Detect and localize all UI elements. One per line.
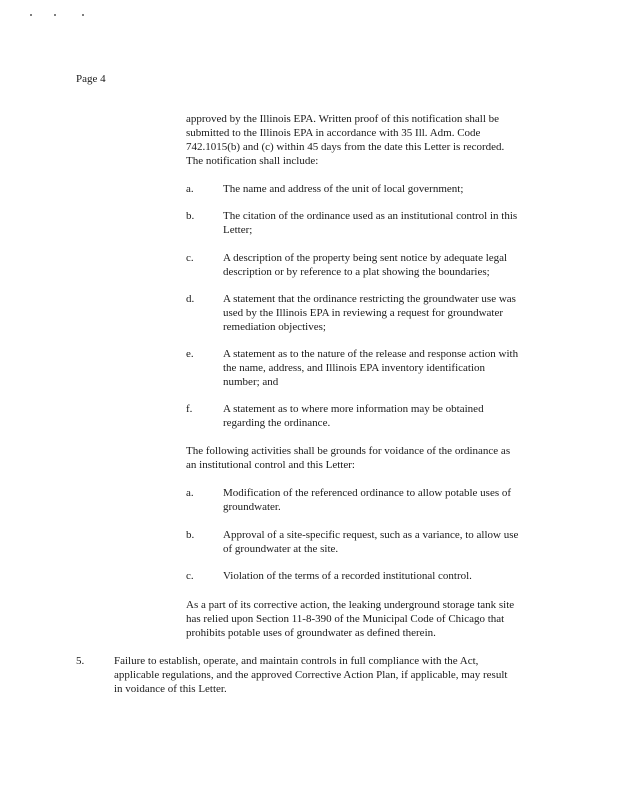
text-line: description or by reference to a plat showing the boundaries; [223,266,490,278]
text-line: the name, address, and Illinois EPA inventory identification [223,362,486,374]
intro-paragraph [186,112,556,168]
text-line: Failure to establish, operate, and maintain controls in full compliance with the Act, [114,655,479,667]
text-line: an institutional control and this Letter: [186,459,355,471]
list-item-letter: c. [186,570,194,582]
text-line: regarding the ordinance. [223,417,331,429]
list-item-text [223,528,556,556]
item-number: 5. [76,655,85,667]
text-line: applicable regulations, and the approved Corrective Action Plan, if applicable, may result [114,669,508,681]
text-line: Letter; [223,224,253,236]
text-line: 742.1015(b) and (c) within 45 days from the date this Letter is recorded. [186,141,505,153]
list-item-text [223,486,556,514]
text-line: groundwater. [223,501,281,513]
text-line: used by the Illinois EPA in reviewing a request for groundwater [223,307,504,319]
text-line: has relied upon Section 11-8-390 of the Municipal Code of Chicago that [186,613,505,625]
text-line: number; and [223,376,279,388]
numbered-item-text [114,654,556,696]
text-line: submitted to the Illinois EPA in accordance with 35 Ill. Adm. Code [186,127,481,139]
text-line: prohibits potable uses of groundwater as defined therein. [186,627,436,639]
list-item-text [223,402,556,430]
list-item-letter: a. [186,183,194,195]
list-item-text [223,292,556,334]
list-item-letter: c. [186,252,194,264]
list-item-text [223,251,556,279]
list-item-text [223,182,556,196]
text-line: A statement as to the nature of the release and response action with [223,348,519,360]
text-line: A statement that the ordinance restricting the groundwater use was [223,293,516,305]
voidance-paragraph [186,444,556,472]
corrective-action-paragraph [186,598,556,640]
text-line: The notification shall include: [186,155,319,167]
text-line: A statement as to where more information may be obtained [223,403,484,415]
text-line: Modification of the referenced ordinance to allow potable uses of [223,487,512,499]
list-item-letter: b. [186,529,195,541]
text-line: remediation objectives; [223,321,326,333]
list-item-text [223,209,556,237]
text-line: of groundwater at the site. [223,543,339,555]
text-line: approved by the Illinois EPA. Written proof of this notification shall be [186,113,500,125]
list-item-text [223,347,556,389]
text-line: The citation of the ordinance used as an institutional control in this [223,210,518,222]
list-item-letter: d. [186,293,195,305]
text-line: The following activities shall be grounds for voidance of the ordinance as [186,445,511,457]
list-item-letter: e. [186,348,194,360]
text-line: Violation of the terms of a recorded institutional control. [223,570,472,582]
scan-artifact-dots [30,14,90,20]
list-item-letter: a. [186,487,194,499]
text-line: in voidance of this Letter. [114,683,227,695]
list-item-letter: b. [186,210,195,222]
page-number: Page 4 [76,73,106,85]
list-item-letter: f. [186,403,193,415]
text-line: A description of the property being sent notice by adequate legal [223,252,508,264]
text-line: The name and address of the unit of local government; [223,183,464,195]
text-line: Approval of a site-specific request, such as a variance, to allow use [223,529,519,541]
text-line: As a part of its corrective action, the leaking underground storage tank site [186,599,515,611]
list-item-text [223,569,556,583]
